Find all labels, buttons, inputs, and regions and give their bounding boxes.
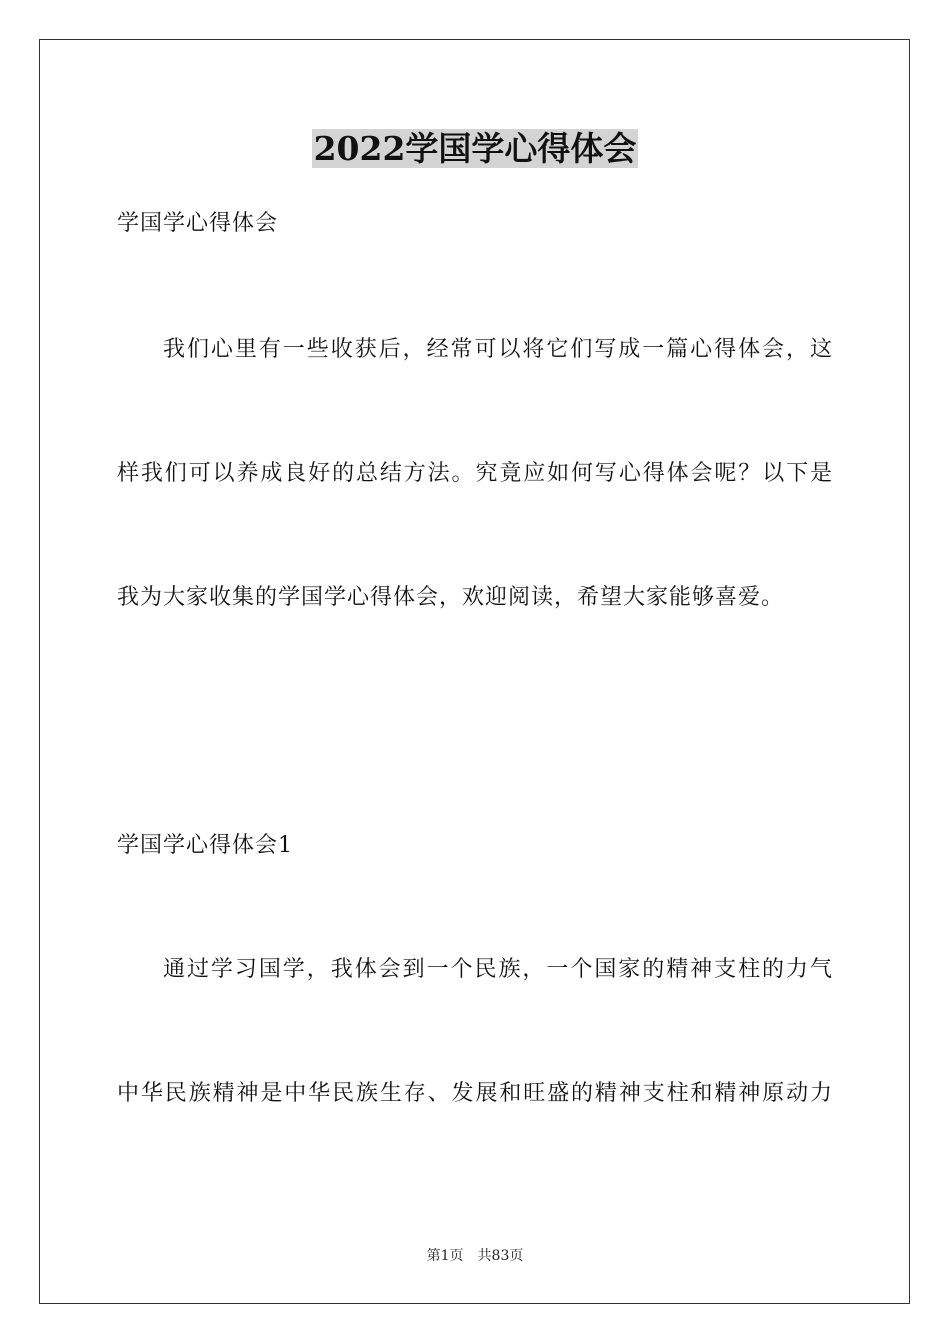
section-line-1: 通过学习国学，我体会到一个民族，一个国家的精神支柱的力气	[163, 957, 833, 982]
document-subtitle: 学国学心得体会	[117, 211, 279, 236]
intro-line-2: 样我们可以养成良好的总结方法。究竟应如何写心得体会呢？以下是	[117, 461, 833, 486]
document-title	[0, 127, 950, 171]
intro-line-1: 我们心里有一些收获后，经常可以将它们写成一篇心得体会，这	[163, 337, 833, 362]
document-title-text: 2022学国学心得体会	[313, 129, 637, 168]
intro-line-3: 我为大家收集的学国学心得体会，欢迎阅读，希望大家能够喜爱。	[117, 585, 785, 610]
section-line-2: 中华民族精神是中华民族生存、发展和旺盛的精神支柱和精神原动力	[117, 1081, 833, 1106]
section-heading: 学国学心得体会1	[117, 833, 293, 858]
page-footer: 第1页 共83页	[426, 1248, 524, 1264]
